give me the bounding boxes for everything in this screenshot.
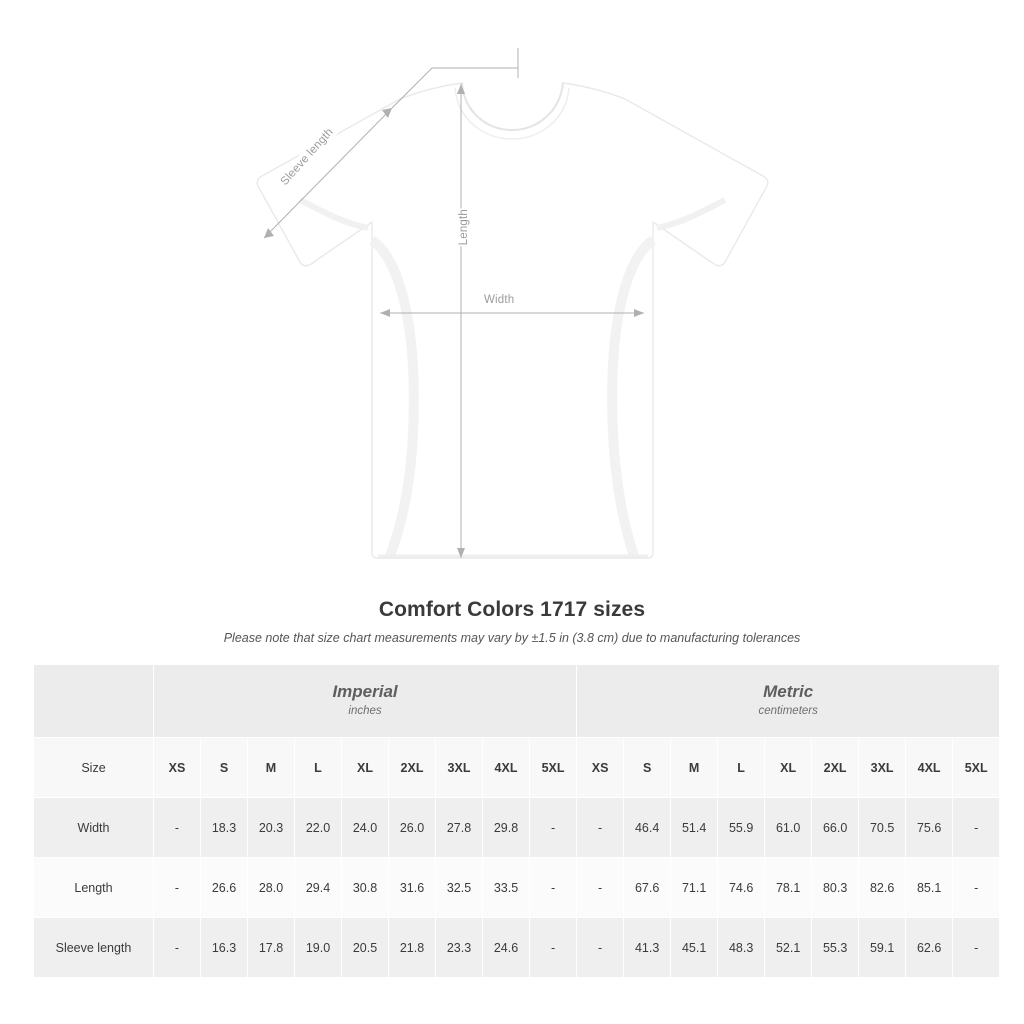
size-chart-table-wrapper [33,664,991,978]
cell: 30.8 [342,858,389,918]
size-header-metric-3xl: 3XL [859,738,906,798]
cell: 48.3 [718,918,765,978]
size-header-metric-m: M [671,738,718,798]
cell: 45.1 [671,918,718,978]
size-header-imperial-4xl: 4XL [483,738,530,798]
size-header-imperial-5xl: 5XL [530,738,577,798]
cell: 51.4 [671,798,718,858]
cell: - [154,858,201,918]
size-header-metric-2xl: 2XL [812,738,859,798]
cell: - [154,798,201,858]
cell: 59.1 [859,918,906,978]
cell: 31.6 [389,858,436,918]
cell: 26.0 [389,798,436,858]
unit-header-row [34,665,1000,738]
cell: - [530,798,577,858]
cell: 85.1 [906,858,953,918]
unit-header-metric [577,665,1000,738]
size-header-label: Size [34,738,154,798]
cell: 66.0 [812,798,859,858]
cell: 78.1 [765,858,812,918]
cell: 21.8 [389,918,436,978]
cell: 28.0 [248,858,295,918]
size-chart-table [33,664,1000,978]
cell: 19.0 [295,918,342,978]
cell: 71.1 [671,858,718,918]
cell: 26.6 [201,858,248,918]
cell: 17.8 [248,918,295,978]
title-block [0,598,1024,645]
size-header-metric-4xl: 4XL [906,738,953,798]
cell: - [953,858,1000,918]
size-header-metric-xs: XS [577,738,624,798]
size-header-row [34,738,1000,798]
table-row [34,798,1000,858]
cell: 32.5 [436,858,483,918]
cell: 22.0 [295,798,342,858]
cell: 18.3 [201,798,248,858]
unit-sub-imperial: inches [348,705,382,718]
size-header-imperial-xs: XS [154,738,201,798]
cell: 24.0 [342,798,389,858]
cell: 61.0 [765,798,812,858]
cell: - [530,858,577,918]
width-label: Width [481,293,517,307]
cell: 23.3 [436,918,483,978]
length-label: Length [455,208,473,246]
cell: 82.6 [859,858,906,918]
cell: 52.1 [765,918,812,978]
cell: 16.3 [201,918,248,978]
size-header-metric-5xl: 5XL [953,738,1000,798]
cell: 24.6 [483,918,530,978]
row-label-width: Width [34,798,154,858]
cell: 46.4 [624,798,671,858]
cell: - [953,798,1000,858]
page-title: Comfort Colors 1717 sizes [378,598,646,621]
size-header-imperial-2xl: 2XL [389,738,436,798]
size-header-imperial-3xl: 3XL [436,738,483,798]
sleeve-length-label: Sleeve length [276,123,339,191]
size-header-imperial-l: L [295,738,342,798]
unit-header-spacer [34,665,154,738]
cell: - [953,918,1000,978]
unit-name-imperial: Imperial [332,682,398,702]
cell: 67.6 [624,858,671,918]
cell: - [577,858,624,918]
cell: 62.6 [906,918,953,978]
cell: 80.3 [812,858,859,918]
cell: - [530,918,577,978]
tshirt-shape [257,83,768,558]
cell: 74.6 [718,858,765,918]
table-row [34,918,1000,978]
cell: - [154,918,201,978]
unit-name-metric: Metric [763,682,814,702]
cell: 41.3 [624,918,671,978]
size-header-imperial-m: M [248,738,295,798]
size-header-metric-xl: XL [765,738,812,798]
cell: 20.5 [342,918,389,978]
cell: 75.6 [906,798,953,858]
cell: 29.8 [483,798,530,858]
cell: 27.8 [436,798,483,858]
cell: - [577,918,624,978]
unit-header-imperial [154,665,577,738]
unit-sub-metric: centimeters [758,705,818,718]
row-label-length: Length [34,858,154,918]
cell: 55.9 [718,798,765,858]
size-header-metric-s: S [624,738,671,798]
cell: 29.4 [295,858,342,918]
size-header-imperial-s: S [201,738,248,798]
table-row [34,858,1000,918]
cell: 20.3 [248,798,295,858]
cell: 33.5 [483,858,530,918]
size-header-imperial-xl: XL [342,738,389,798]
row-label-sleeve-length: Sleeve length [34,918,154,978]
cell: 70.5 [859,798,906,858]
size-header-metric-l: L [718,738,765,798]
cell: 55.3 [812,918,859,978]
tolerance-note: Please note that size chart measurements may vary by ±1.5 in (3.8 cm) due to manufacturing tolerances [223,631,801,645]
cell: - [577,798,624,858]
